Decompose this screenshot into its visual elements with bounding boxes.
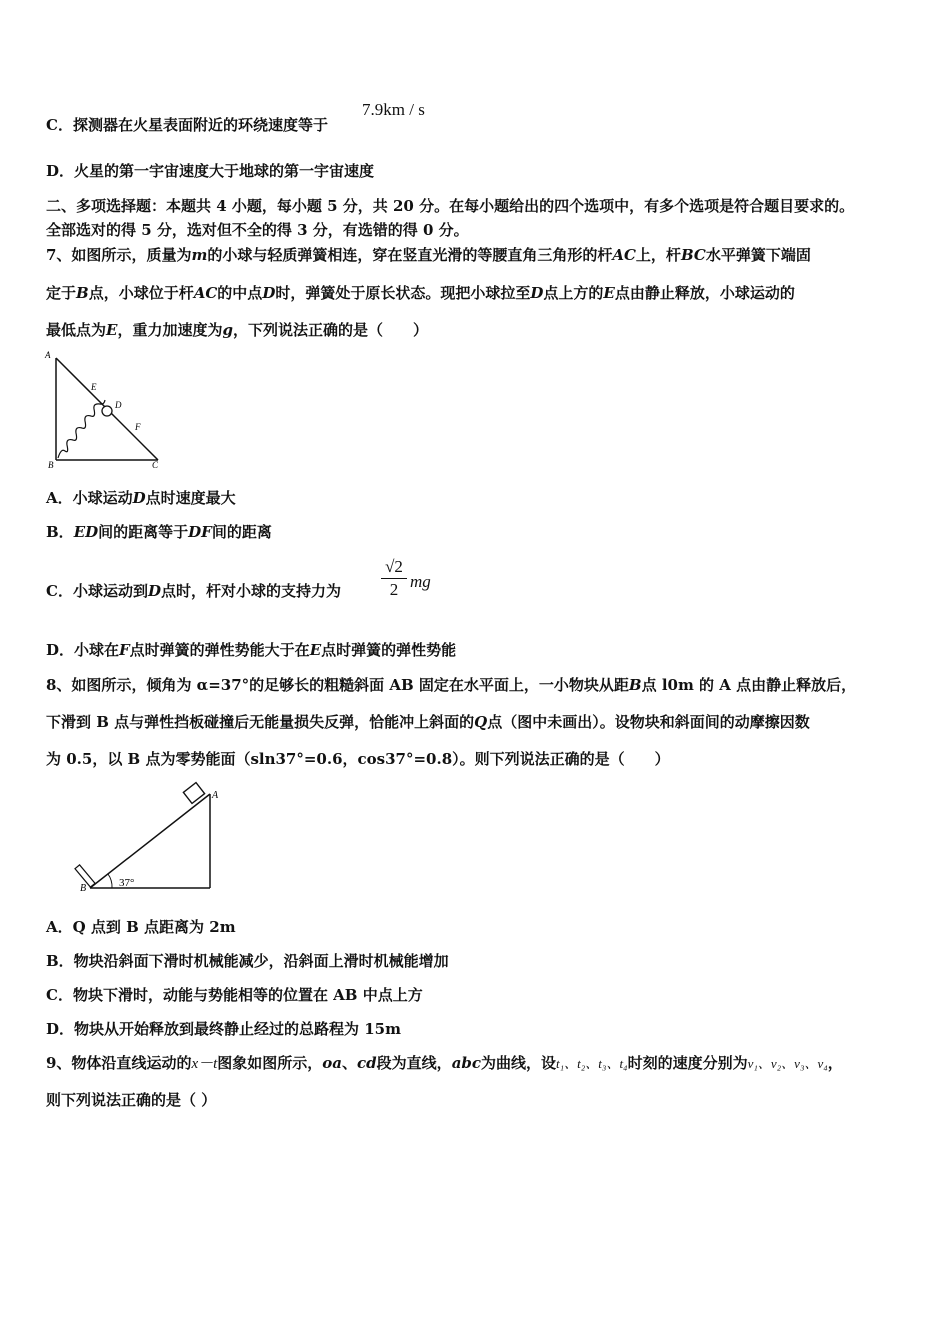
q6-option-d: D．火星的第一宇宙速度大于地球的第一宇宙速度 xyxy=(46,162,375,180)
q8-option-d: D．物块从开始释放到最终静止经过的总路程为 15m xyxy=(46,1020,401,1038)
spring-coil xyxy=(58,400,105,458)
q7-option-d: D．小球在F点时弹簧的弹性势能大于在E点时弹簧的弹性势能 xyxy=(46,641,457,659)
ball xyxy=(102,406,112,416)
q9-stem-line2: 则下列说法正确的是（ ） xyxy=(46,1091,217,1109)
q8-incline-figure xyxy=(72,780,232,895)
label-B: B xyxy=(80,883,87,894)
q7-stem-line1: 7、如图所示，质量为m的小球与轻质弹簧相连，穿在竖直光滑的等腰直角三角形的杆AC上，杆BC水平弹簧下端固 xyxy=(46,246,811,264)
label-angle: 37° xyxy=(119,877,135,889)
q6-option-c: C．探测器在火星表面附近的环绕速度等于 xyxy=(46,116,328,134)
q7-option-c: C．小球运动到D点时，杆对小球的支持力为 xyxy=(46,582,341,600)
q8-option-a: A．Q 点到 B 点距离为 2m xyxy=(46,918,236,936)
q7-stem-line3: 最低点为E，重力加速度为g，下列说法正确的是（ ） xyxy=(46,321,428,339)
q8-stem-line3: 为 0.5，以 B 点为零势能面（sln37°=0.6，cos37°=0.8）。则下列说法正确的是（ ） xyxy=(46,750,670,768)
label-A: A xyxy=(45,350,51,360)
label-F: F xyxy=(135,422,141,432)
q8-stem-line1: 8、如图所示，倾角为 α=37°的足够长的粗糙斜面 AB 固定在水平面上，一小物块从距B点 l0m 的 A 点由静止释放后， xyxy=(46,676,857,694)
q6-option-c-value: 7.9km / s xyxy=(362,100,425,119)
q9-stem-line1: 9、物体沿直线运动的x－t图象如图所示，oa、cd段为直线，abc为曲线，设t₁、t₂、t₃、t₄时刻的速度分别为v₁、v₂、v₃、v₄， xyxy=(46,1054,843,1072)
q7-option-c-fraction: $\frac{√2}{2}$ xyxy=(381,556,407,601)
q8-stem-line2: 下滑到 B 点与弹性挡板碰撞后无能量损失反弹，恰能冲上斜面的Q点（图中未画出）。设物块和斜面间的动摩擦因数 xyxy=(46,713,810,731)
q8-option-c: C．物块下滑时，动能与势能相等的位置在 AB 中点上方 xyxy=(46,986,423,1004)
label-E: E xyxy=(91,382,97,392)
label-C: C xyxy=(152,460,159,470)
q7-option-b: B．ED间的距离等于DF间的距离 xyxy=(46,523,272,541)
label-A: A xyxy=(212,790,219,801)
section2-line1: 二、多项选择题：本题共 4 小题，每小题 5 分，共 20 分。在每小题给出的四个选项中，有多个选项是符合题目要求的。 xyxy=(46,197,855,215)
section2-line2: 全部选对的得 5 分，选对但不全的得 3 分，有选错的得 0 分。 xyxy=(46,221,469,239)
q7-triangle-figure xyxy=(44,350,169,472)
label-B: B xyxy=(48,460,54,470)
angle-arc xyxy=(108,874,112,888)
q7-stem-line2: 定于B点，小球位于杆AC的中点D时，弹簧处于原长状态。现把小球拉至D点上方的E点由静止释放，小球运动的 xyxy=(46,284,795,302)
q8-option-b: B．物块沿斜面下滑时机械能减少，沿斜面上滑时机械能增加 xyxy=(46,952,449,970)
q7-option-a: A．小球运动D点时速度最大 xyxy=(46,489,236,507)
q7-option-c-mg: mg xyxy=(410,572,431,591)
label-D: D xyxy=(115,400,122,410)
